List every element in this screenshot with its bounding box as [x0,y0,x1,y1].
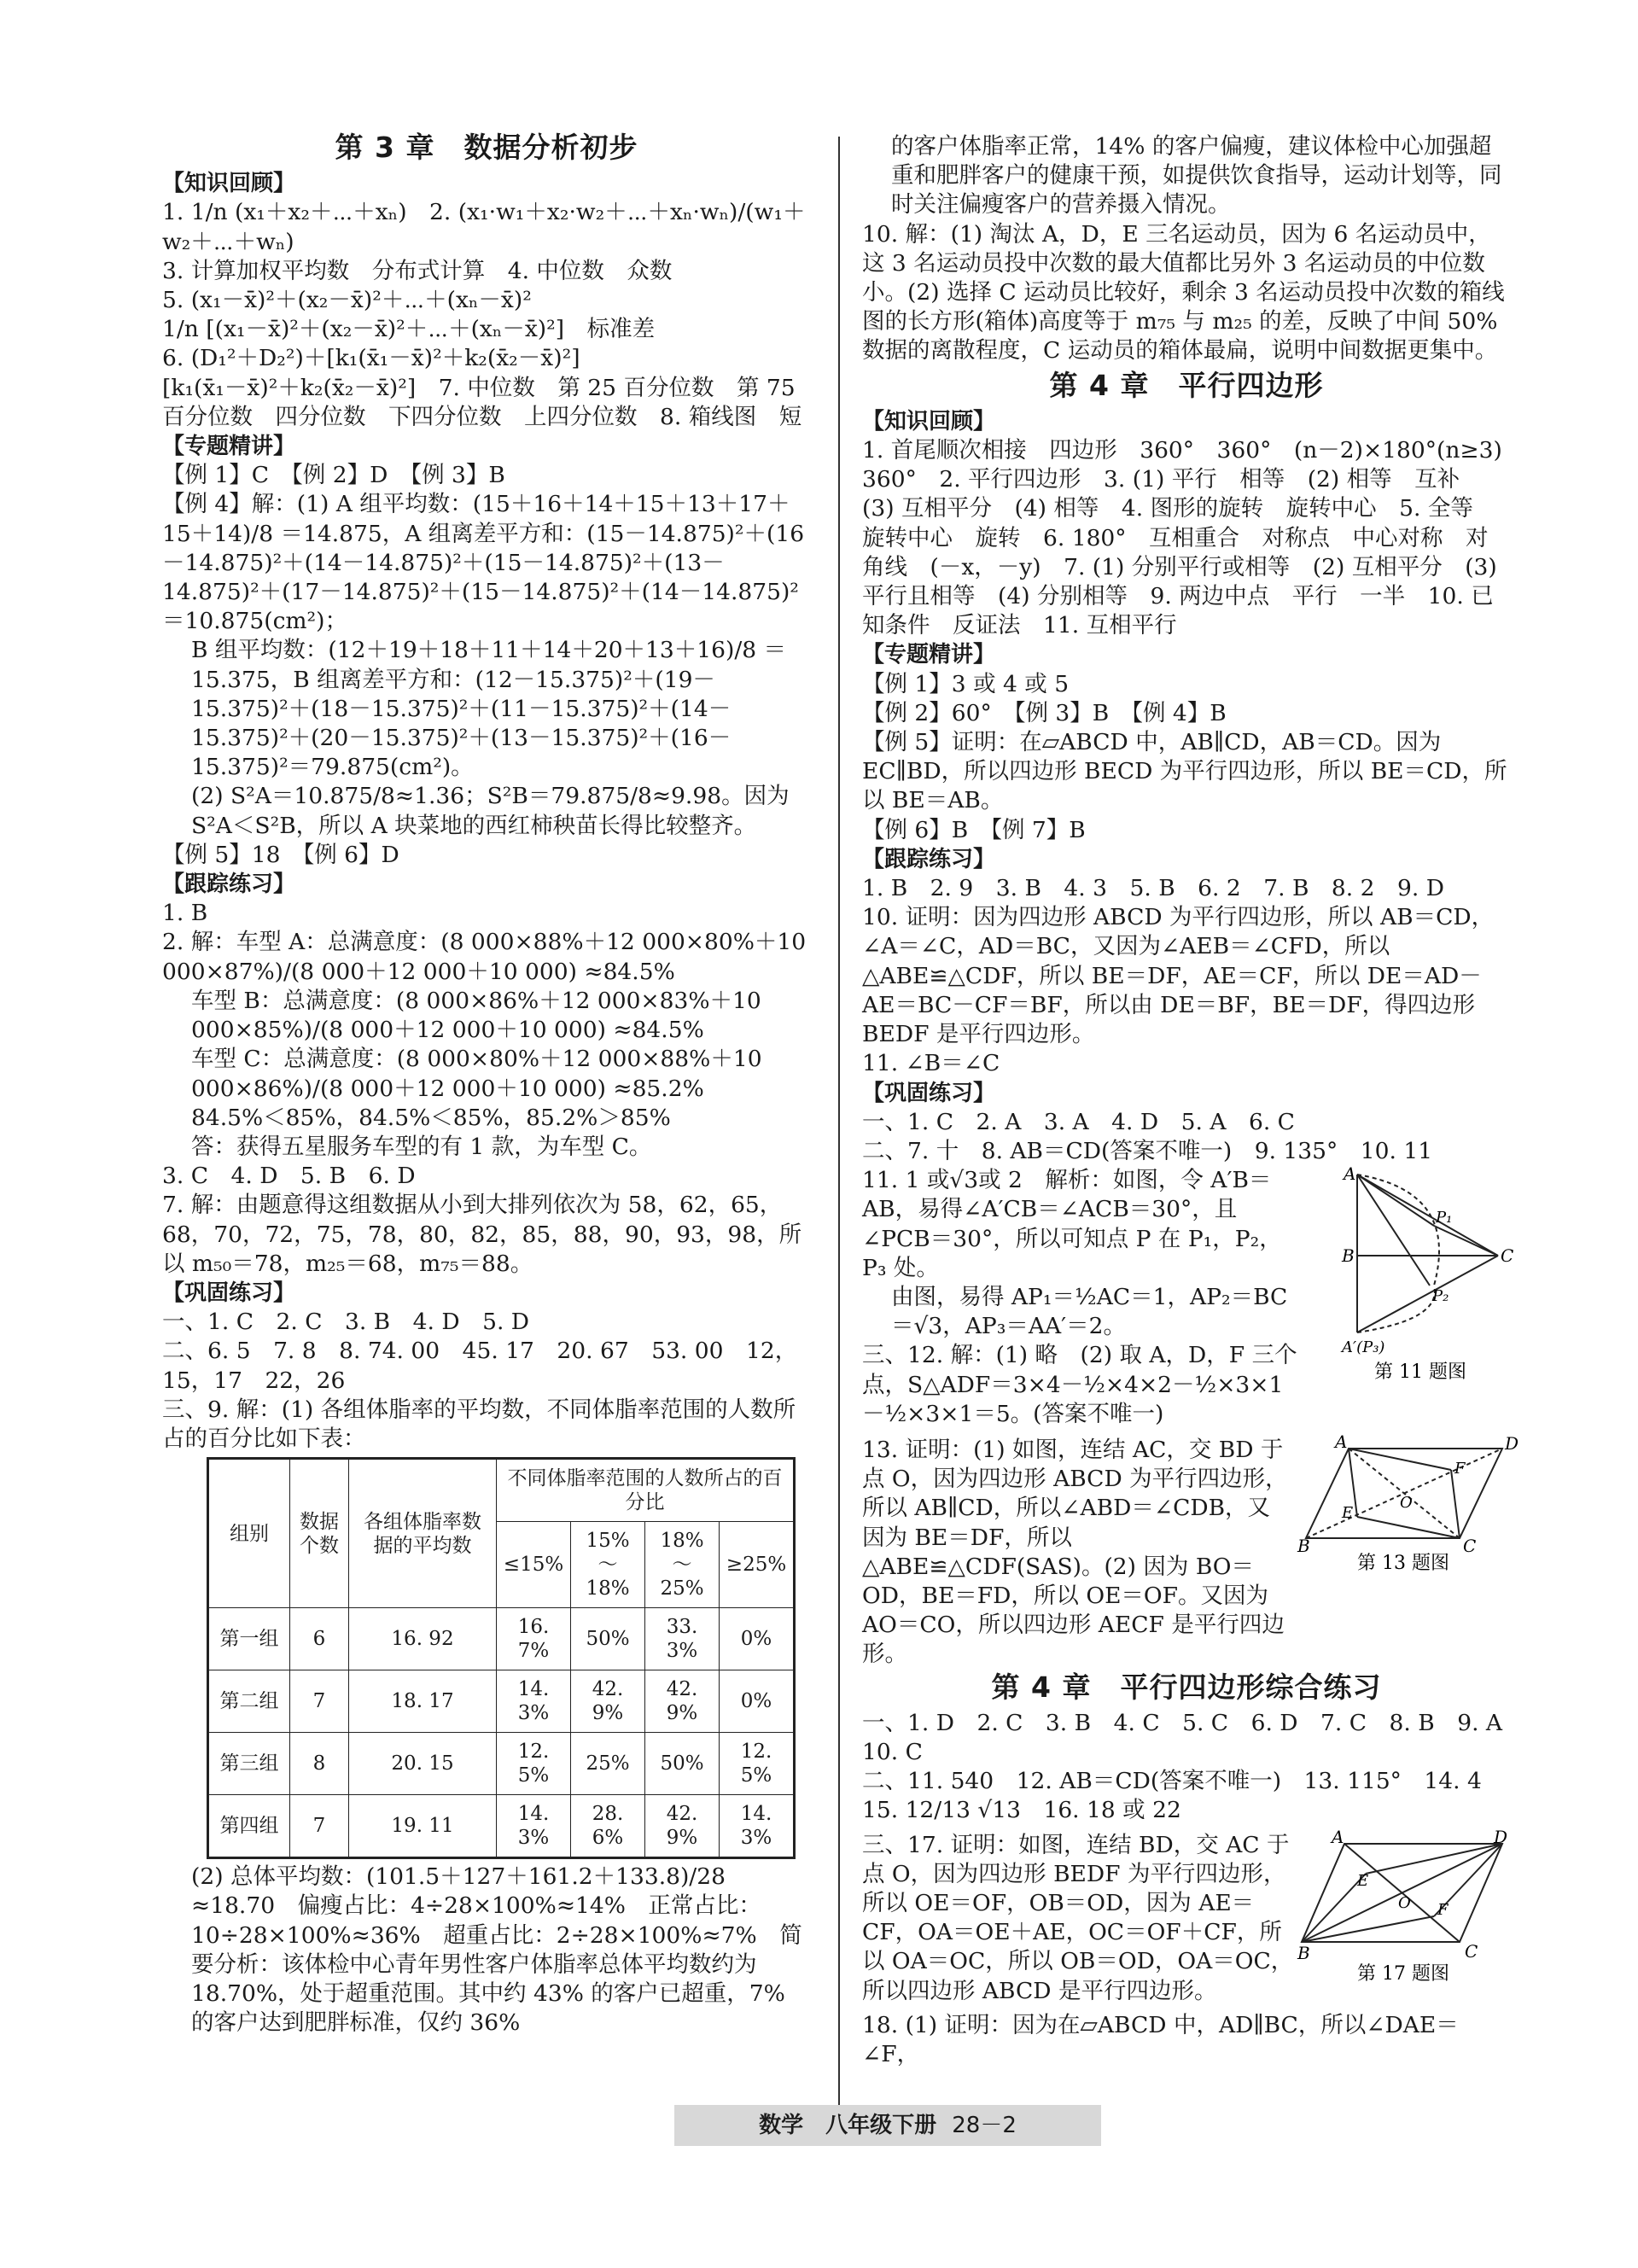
section-heading: 【专题精讲】 [162,434,296,460]
answer-line: B 组平均数：(12＋19＋18＋11＋14＋20＋13＋16)/8 ＝15.375，B 组离差平方和：(12－15.375)²＋(19－15.375)²＋(18－15.375)²＋(11－15.375)²＋(14－15.375)²＋(20－15.375)²＋(13－15.375)²＋(16－15.375)²＝79.875(cm²)。 [191,637,787,781]
section-heading: 【专题精讲】 [862,642,996,668]
answer-line: 一、1. D 2. C 3. B 4. C 5. C 6. D 7. C 8. B 9. A 10. C [862,1709,1525,1765]
table-cell: 42. 9% [645,1795,720,1858]
table-cell: 20. 15 [349,1733,497,1795]
table-subheader: 15%～18% [571,1522,645,1608]
figure-17 [1297,1826,1511,1992]
answer-line: 二、7. 十 8. AB＝CD(答案不唯一) 9. 135° 10. 11 [862,1137,1433,1164]
fig17-label-b: B [1297,1942,1310,1963]
chapter-3-title: 第 3 章 数据分析初步 [335,131,638,164]
table-subheader: 18%～25% [645,1522,720,1608]
table-cell: 0% [720,1670,795,1733]
answer-line: 6. (D₁²＋D₂²)＋[k₁(x̄₁－x̄)²＋k₂(x̄₂－x̄)²] [162,345,580,372]
right-column [862,132,1525,2069]
fig13-label-c: C [1463,1535,1477,1556]
chapter-4-lines [862,407,1525,1166]
table-cell: 50% [571,1608,645,1670]
answer-line: (2) 总体平均数：(101.5＋127＋161.2＋133.8)/28 ≈18.70 偏瘦占比：4÷28×100%≈14% 正常占比：10÷28×100%≈36% 超重占比：2÷28×100%≈7% 简要分析：该体检中心青年男性客户体脂率总体平均数约为 18.70%，处于超重范围。其中约 43% 的客户已超重，7% 的客户达到肥胖标准，仅约 36% [191,1863,802,2037]
answer-line: 【例 5】证明：在▱ABCD 中，AB∥CD，AB＝CD。因为 EC∥BD，所以四边形 BECD 为平行四边形，所以 BE＝CD，所以 BE＝AB。 [862,729,1507,814]
fig11-label-c: C [1501,1245,1514,1267]
table-cell: 18. 17 [349,1670,497,1733]
right-top-lines [862,132,1511,366]
table-cell: 25% [571,1733,645,1795]
table-body [208,1608,795,1858]
answer-line: 2. 解：车型 A：总满意度：(8 000×88%＋12 000×80%＋10 000×87%)/(8 000＋12 000＋10 000) ≈84.5% [162,929,807,985]
table-row [208,1733,795,1795]
q17-block [862,1826,1511,2006]
table-cell: 16. 7% [497,1608,571,1670]
fig13-label-e: E [1342,1503,1354,1522]
answer-line: 车型 B：总满意度：(8 000×86%＋12 000×83%＋10 000×85%)/(8 000＋12 000＋10 000) ≈84.5% [191,987,761,1044]
left-column [162,128,811,2038]
table-header: 不同体脂率范围的人数所占的百分比 [497,1459,795,1522]
left-answer-lines [162,169,811,1454]
table-header: 数据个数 [290,1459,349,1608]
table-subheader: ≤15% [497,1522,571,1608]
answer-line: 1. B [162,900,208,927]
fig17-label-a: A [1332,1826,1344,1847]
fig17-label-o: O [1398,1893,1411,1912]
q13-text: 13. 证明：(1) 如图，连结 AC，交 BD 于点 O，因为四边形 ABCD 为平行四边形，所以 AB∥CD，所以∠ABD＝∠CDB，又因为 BE＝DF，所以△ABE≌△CDF(SAS)。(2) 因为 BO＝OD，BE＝FD，所以 OE＝OF。又因为 AO＝CO，所以四边形 AECF 是平行四边形。 [862,1436,1288,1668]
table-cell: 第四组 [208,1795,290,1858]
answer-line: 【例 4】解：(1) A 组平均数：(15＋16＋14＋15＋13＋17＋15＋14)/8 ＝14.875，A 组离差平方和：(15－14.875)²＋(16－14.875)²＋(14－14.875)²＋(15－14.875)²＋(13－14.875)²＋(17－14.875)²＋(15－14.875)²＋(14－14.875)²＝10.875(cm²)； [162,491,805,635]
fig11-label-a-prime: A′(P₃) [1342,1338,1385,1357]
fig11-label-p2: P₂ [1432,1287,1449,1306]
answer-line: 的客户体脂率正常，14% 的客户偏瘦，建议体检中心加强超重和肥胖客户的健康干预，如提供饮食指导，运动计划等，同时关注偏瘦客户的营养摄入情况。 [891,133,1502,219]
left-after-table [162,1863,811,2038]
table-cell: 42. 9% [645,1670,720,1733]
answer-line: (2) S²A＝10.875/8≈1.36；S²B＝79.875/8≈9.98。因为 S²A＜S²B，所以 A 块菜地的西红柿秧苗长得比较整齐。 [191,783,790,839]
answer-line: 【例 2】60° 【例 3】B 【例 4】B [862,699,1227,726]
fig17-label-c: C [1465,1940,1478,1962]
answer-line: 二、6. 5 7. 8 8. 74. 00 45. 17 20. 67 53. 00 12，15，17 22，26 [162,1338,798,1394]
answer-line: 5. (x₁－x̄)²＋(x₂－x̄)²＋⋯＋(xₙ－x̄)² [162,287,532,314]
table-row [208,1795,795,1858]
fig13-label-d: D [1505,1432,1519,1454]
answer-line: 15. 12/13 √13 16. 18 或 22 [862,1797,1181,1824]
q11-block [862,1163,1514,1429]
fig17-label-f: F [1437,1900,1449,1919]
answer-line: 10. 证明：因为四边形 ABCD 为平行四边形，所以 AB＝CD，∠A＝∠C，AD＝BC，又因为∠AEB＝∠CFD，所以△ABE≌△CDF，所以 BE＝DF，AE＝CF，所以 DE＝AD－AE＝BC－CF＝BF，所以由 DE＝BF，BE＝DF，得四边形 BEDF 是平行四边形。 [862,904,1495,1048]
answer-line: 【例 6】B 【例 7】B [862,816,1086,843]
figure-13 [1297,1431,1519,1580]
comprehensive-lines [862,1709,1525,1826]
table-cell: 第一组 [208,1608,290,1670]
table-cell: 33. 3% [645,1608,720,1670]
answer-line: 1. B 2. 9 3. B 4. 3 5. B 6. 2 7. B 8. 2 9. D [862,875,1444,902]
table-cell: 第二组 [208,1670,290,1733]
column-divider [838,137,840,2117]
footer-subject: 数学 八年级下册 [759,2113,937,2138]
figure-11 [1340,1163,1514,1396]
answer-line: 3. C 4. D 5. B 6. D [162,1163,416,1190]
table-cell: 7 [290,1795,349,1858]
chapter-4-title: 第 4 章 平行四边形 [1049,368,1324,402]
fig13-label-o: O [1400,1493,1413,1512]
table-cell: 28. 6% [571,1795,645,1858]
answer-line: 3. 计算加权平均数 分布式计算 4. 中位数 众数 [162,257,673,284]
footer-page-number: 28－2 [952,2113,1017,2138]
answer-line: 1/n [(x₁－x̄)²＋(x₂－x̄)²＋⋯＋(xₙ－x̄)²] 标准差 [162,316,656,343]
fig13-label-b: B [1297,1535,1310,1556]
table-cell: 7 [290,1670,349,1733]
answer-line: 【例 1】C 【例 2】D 【例 3】B [162,462,505,489]
comprehensive-title: 第 4 章 平行四边形综合练习 [991,1670,1382,1704]
fig11-label-p1: P₁ [1436,1209,1453,1227]
answer-line: 【例 1】3 或 4 或 5 [862,670,1070,697]
answer-line: 1. 1/n (x₁＋x₂＋⋯＋xₙ) 2. (x₁·w₁＋x₂·w₂＋⋯＋xₙ·wₙ)/(w₁＋w₂＋⋯＋wₙ) [162,199,806,255]
table-subheader: ≥25% [720,1522,795,1608]
q12-text: 三、12. 解：(1) 略 (2) 取 A，D，F 三个点，S△ADF＝3×4－½×4×2－½×3×1－½×3×1＝5。(答案不唯一) [862,1342,1297,1427]
page-footer [674,2105,1101,2146]
answer-line: 10. 解：(1) 淘汰 A，D，E 三名运动员，因为 6 名运动员中，这 3 名运动员投中次数的最大值都比另外 3 名运动员的中位数小。(2) 选择 C 运动员比较好，剩余 3 名运动员投中次数的箱线图的长方形(箱体)高度等于 m₇₅ 与 m₂₅ 的差，反映了中间 50% 数据的离散程度，C 运动员的箱体最扁，说明中间数据更集中。 [862,220,1505,364]
table-cell: 8 [290,1733,349,1795]
fig11-label-a: A [1344,1163,1356,1185]
q11-text: 11. 1 或√3或 2 解析：如图，令 A′B＝AB，易得∠A′CB＝∠ACB＝30°，且∠PCB＝30°，所以可知点 P 在 P₁，P₂，P₃ 处。 [862,1167,1282,1281]
section-heading: 【知识回顾】 [862,408,996,434]
answer-line: 84.5%＜85%，84.5%＜85%，85.2%＞85% [191,1104,671,1131]
table-cell: 14. 3% [497,1795,571,1858]
figure-17-diagram [1297,1826,1511,1985]
table-row [208,1670,795,1733]
section-heading: 【跟踪练习】 [862,846,996,872]
figure-11-caption: 第 11 题图 [1374,1361,1466,1384]
figure-13-caption: 第 13 题图 [1357,1552,1449,1574]
q13-block [862,1431,1519,1670]
fig13-label-f: F [1454,1459,1466,1478]
fig11-label-b: B [1342,1245,1355,1267]
section-heading: 【跟踪练习】 [162,872,296,898]
table-header: 各组体脂率数据的平均数 [349,1459,497,1608]
fig17-label-d: D [1494,1826,1508,1847]
section-heading: 【巩固练习】 [162,1280,296,1306]
table-cell: 16. 92 [349,1608,497,1670]
answer-line: 一、1. C 2. A 3. A 4. D 5. A 6. C [862,1108,1295,1135]
table-cell: 6 [290,1608,349,1670]
figure-11-diagram [1340,1163,1514,1388]
answer-line: 二、11. 540 12. AB＝CD(答案不唯一) 13. 115° 14. 4 [862,1768,1482,1795]
figure-17-caption: 第 17 题图 [1357,1962,1449,1985]
table-cell: 14. 3% [497,1670,571,1733]
table-cell: 19. 11 [349,1795,497,1858]
figure-13-diagram [1297,1431,1519,1574]
fig13-label-a: A [1335,1431,1348,1452]
answer-line: 【例 5】18 【例 6】D [162,841,399,868]
answer-line: 一、1. C 2. C 3. B 4. D 5. D [162,1309,530,1336]
table-header: 组别 [208,1459,290,1608]
answer-line: 7. 解：由题意得这组数据从小到大排列依次为 58，62，65，68，70，72，75，78，80，82，85，88，90，93，98，所以 m₅₀＝78，m₂₅＝68，m₇₅＝88。 [162,1192,802,1277]
body-fat-table [207,1457,796,1859]
table-cell: 42. 9% [571,1670,645,1733]
table-cell: 0% [720,1608,795,1670]
answer-line: 答：获得五星服务车型的有 1 款，为车型 C。 [191,1133,652,1160]
table-cell: 50% [645,1733,720,1795]
answer-line: [k₁(x̄₁－x̄)²＋k₂(x̄₂－x̄)²] 7. 中位数 第 25 百分位数 第 75 百分位数 四分位数 下四分位数 上四分位数 8. 箱线图 短 [162,374,802,430]
table-cell: 12. 5% [497,1733,571,1795]
answer-line: 车型 C：总满意度：(8 000×80%＋12 000×88%＋10 000×86%)/(8 000＋12 000＋10 000) ≈85.2% [191,1046,762,1102]
table-row [208,1608,795,1670]
section-heading: 【巩固练习】 [862,1080,996,1106]
answer-line: 11. ∠B＝∠C [862,1050,1000,1077]
q17-text: 三、17. 证明：如图，连结 BD，交 AC 于点 O，因为四边形 BEDF 为平行四边形，所以 OE＝OF，OB＝OD，因为 AE＝CF，OA＝OE＋AE，OC＝OF＋CF，所以 OA＝OC，所以 OB＝OD，OA＝OC，所以四边形 ABCD 是平行四边形。 [862,1831,1294,2004]
table-cell: 12. 5% [720,1733,795,1795]
q18-text: 18. (1) 证明：因为在▱ABCD 中，AD∥BC，所以∠DAE＝∠F， [862,2011,1459,2067]
fig17-label-e: E [1357,1871,1369,1890]
table-cell: 第三组 [208,1733,290,1795]
q11-text: 由图，易得 AP₁＝½AC＝1，AP₂＝BC＝√3，AP₃＝AA′＝2。 [891,1283,1288,1340]
table-cell: 14. 3% [720,1795,795,1858]
answer-line: 三、9. 解：(1) 各组体脂率的平均数，不同体脂率范围的人数所占的百分比如下表： [162,1396,796,1452]
answer-line: 1. 首尾顺次相接 四边形 360° 360° (n－2)×180°(n≥3) 360° 2. 平行四边形 3. (1) 平行 相等 (2) 相等 互补 (3) 互相平分 (4) 相等 4. 图形的旋转 旋转中心 5. 全等 旋转中心 旋转 6. 180° 互相重合 对称点 中心对称 对角线 (－x，－y) 7. (1) 分别平行或相等 (2) 互相平分 (3) 平行且相等 (4) 分别相等 9. 两边中点 平行 一半 10. 已知条件 反证法 11. 互相平行 [862,437,1525,639]
section-heading: 【知识回顾】 [162,171,296,197]
